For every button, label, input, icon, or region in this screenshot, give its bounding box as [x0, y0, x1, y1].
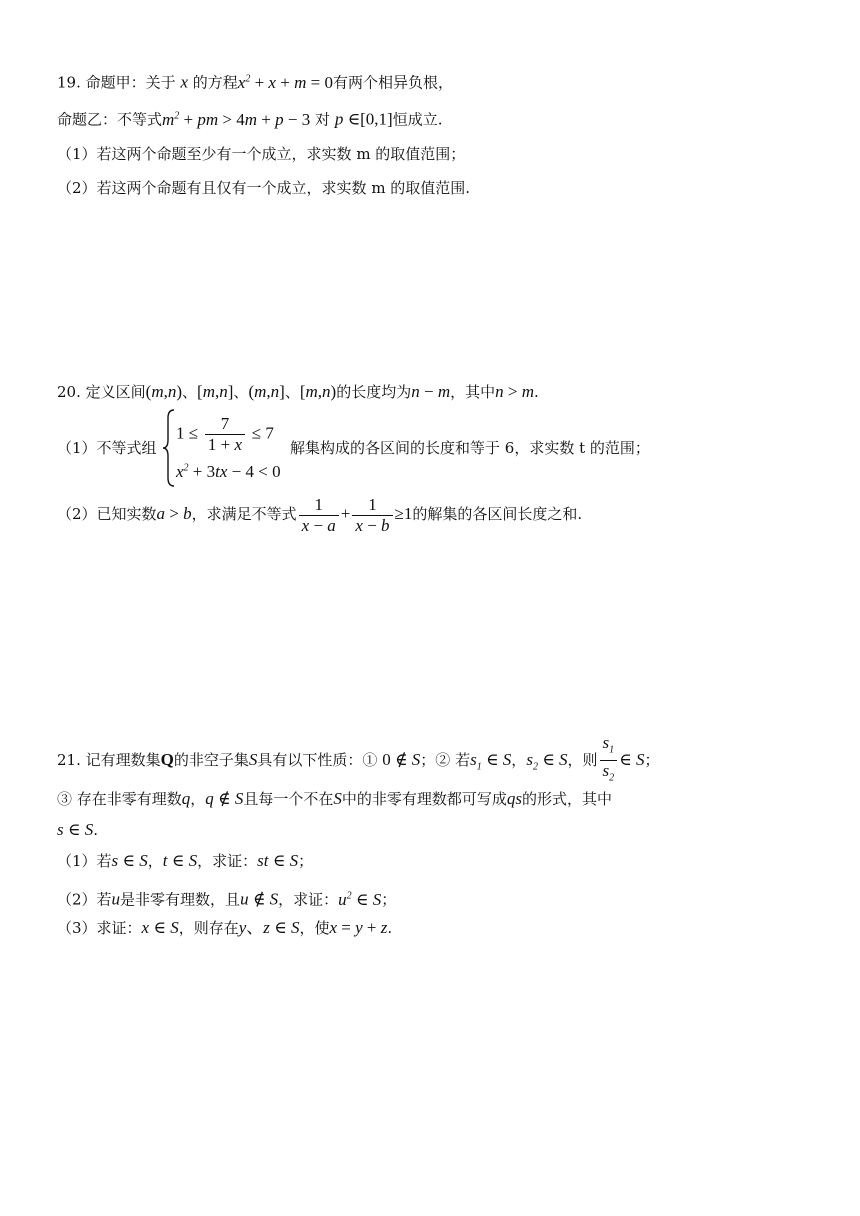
problem-19-question-2: （2）若这两个命题有且仅有一个成立，求实数 m 的取值范围. [57, 179, 471, 197]
problem-21-question-3: （3）求证：x ∈ S，则存在y、z ∈ S，使x = y + z. [57, 918, 393, 937]
problem-number: 21. [57, 750, 81, 769]
problem-19-statement-a: 19. 命题甲：关于 x 的方程$x^2 + x + m = 0$有两个相异负根， [57, 72, 453, 92]
problem-21-line-2: ③ 存在非零有理数q，q ∉ S且每一个不在S中的非零有理数都可写成qs的形式，其中 [57, 789, 613, 808]
problem-21-line-3: s ∈ S. [57, 820, 98, 839]
problem-number: 19. [57, 73, 81, 92]
inequality-system [162, 408, 292, 488]
problem-20-question-2: （2）已知实数a > b，求满足不等式 $\frac{1}{x - a}$ + $\frac{1}{x - b}$ ≥1的解集的各区间长度之和. [57, 494, 583, 535]
problem-20-question-1-prefix: （1）不等式组 [57, 439, 157, 457]
problem-19-statement-b: 命题乙：不等式$m^2$ + pm > 4m + p − 3 对 p ∈[0,1]恒成立. [57, 109, 443, 129]
inequality: $m^2$ + pm > 4m + p − 3 [162, 109, 311, 129]
problem-20-definition: 20. 定义区间(m,n)、[m,n]、(m,n]、[m,n)的长度均为n − m，其中n > m. [57, 382, 539, 401]
problem-number: 20. [57, 383, 81, 401]
problem-21-question-1: （1）若s ∈ S，t ∈ S，求证：st ∈ S； [57, 851, 314, 870]
problem-19-question-1: （1）若这两个命题至少有一个成立，求实数 m 的取值范围； [57, 145, 466, 163]
equation: $x^2 + x + m = 0$ [237, 72, 333, 92]
problem-21-question-2: （2）若u是非零有理数，且u ∉ S，求证：$u^2$ ∈ S； [57, 889, 397, 909]
problem-21-line-1: 21. 记有理数集Q的非空子集S具有以下性质：① 0 ∉ S；② 若$s_1$ ∈ S，$s_2$ ∈ S，则 $\frac{s_1}{s_2}$ ∈ S； [57, 733, 660, 784]
system-row-1: 1 ≤ $\frac{7}{1 + x}$ ≤ 7 [176, 414, 274, 454]
system-row-2: $x^2 + 3tx - 4 < 0$ [176, 462, 281, 481]
left-brace-icon [162, 408, 176, 488]
problem-20-question-1-suffix: 解集构成的各区间的长度和等于 6，求实数 t 的范围； [290, 439, 650, 457]
